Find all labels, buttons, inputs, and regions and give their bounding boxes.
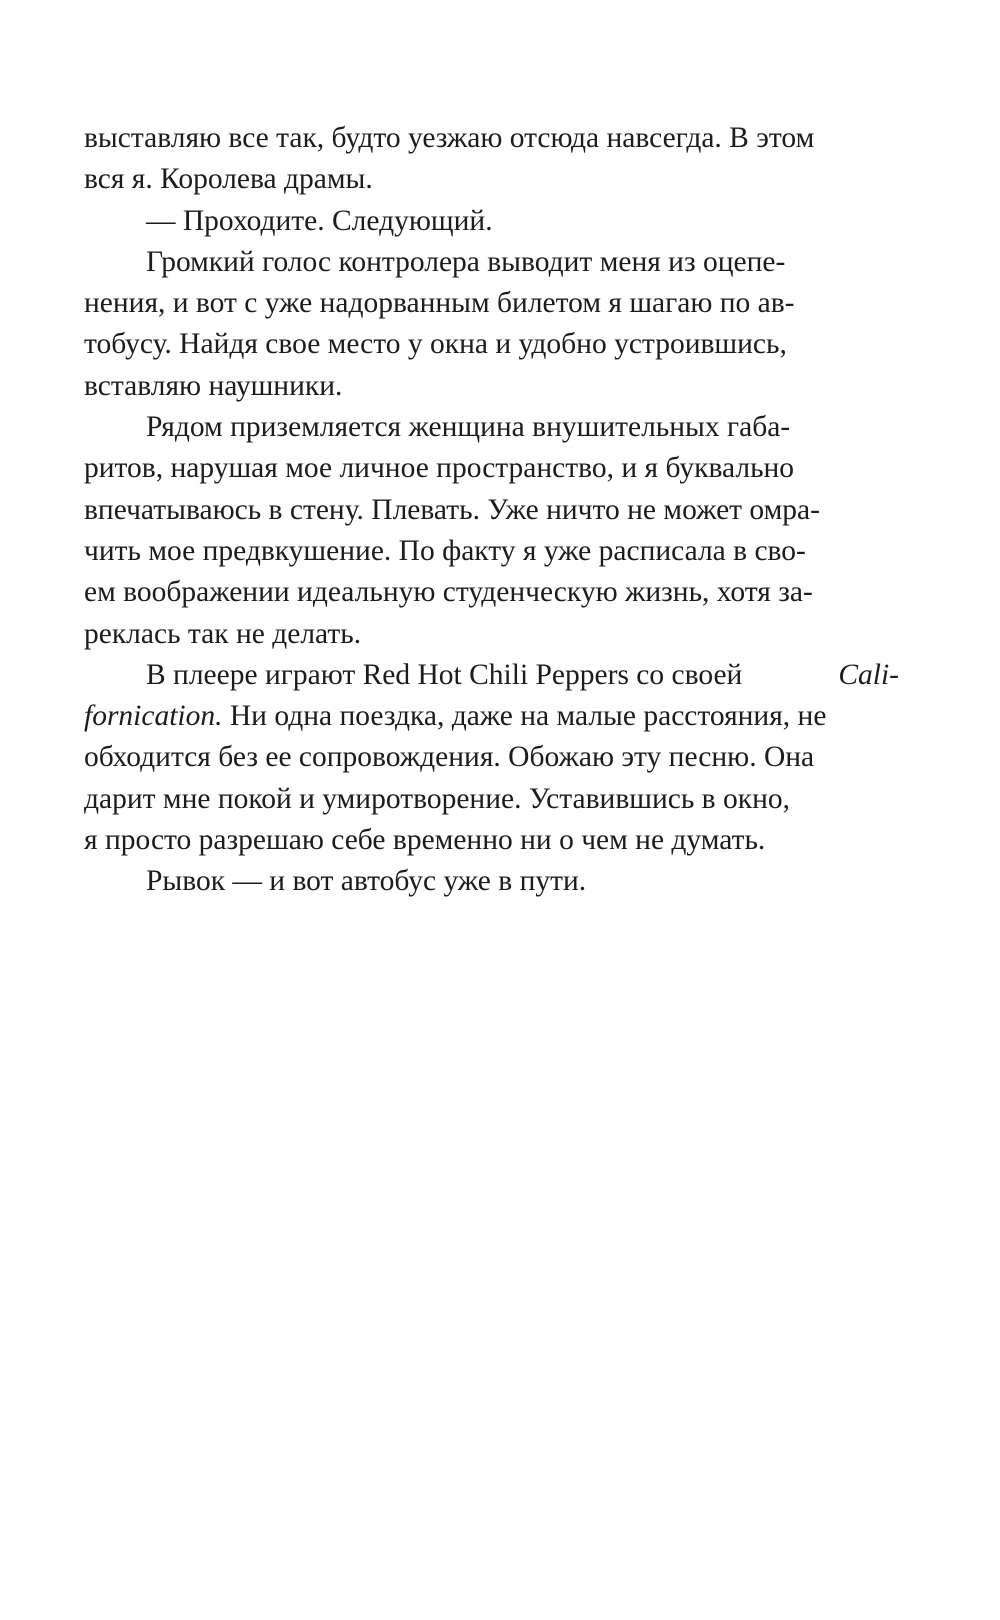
paragraph-start: Рядом приземляется женщина внушительных габа- (146, 411, 791, 444)
text-line: fornication. Ни одна поездка, даже на малые расстояния, не (84, 700, 827, 733)
text-line: чить мое предвкушение. По факту я уже расписала в сво- (84, 534, 806, 567)
text-line: я просто разрешаю себе временно ни о чем не думать. (84, 824, 766, 857)
text-line: ем воображении идеальную студенческую жизнь, хотя за- (84, 576, 813, 609)
text-line: впечатываюсь в стену. Плевать. Уже ничто не может омра- (84, 493, 820, 526)
dialogue-line: — Проходите. Следующий. (146, 204, 493, 237)
text-line: вставляю наушники. (84, 369, 343, 402)
text-line: ритов, нарушая мое личное пространство, и я буквально (84, 452, 795, 485)
paragraph-start: Громкий голос контролера выводит меня из оцепе- (146, 245, 786, 278)
text-line: нения, и вот с уже надорванным билетом я шагаю по ав- (84, 287, 795, 320)
paragraph-start: В плеере играют Red Hot Chili Peppers со своей Cali- (146, 658, 899, 691)
book-page-text (84, 118, 899, 903)
paragraph-start: Рывок — и вот автобус уже в пути. (146, 865, 587, 898)
text-line: вся я. Королева драмы. (84, 163, 373, 196)
text-line: обходится без ее сопровождения. Обожаю эту песню. Она (84, 741, 815, 774)
text-line: выставляю все так, будто уезжаю отсюда навсегда. В этом (84, 122, 815, 154)
text-line: реклась так не делать. (84, 617, 362, 650)
text-line: дарит мне покой и умиротворение. Уставившись в окно, (84, 782, 790, 815)
text-line: тобусу. Найдя свое место у окна и удобно устроившись, (84, 328, 787, 361)
